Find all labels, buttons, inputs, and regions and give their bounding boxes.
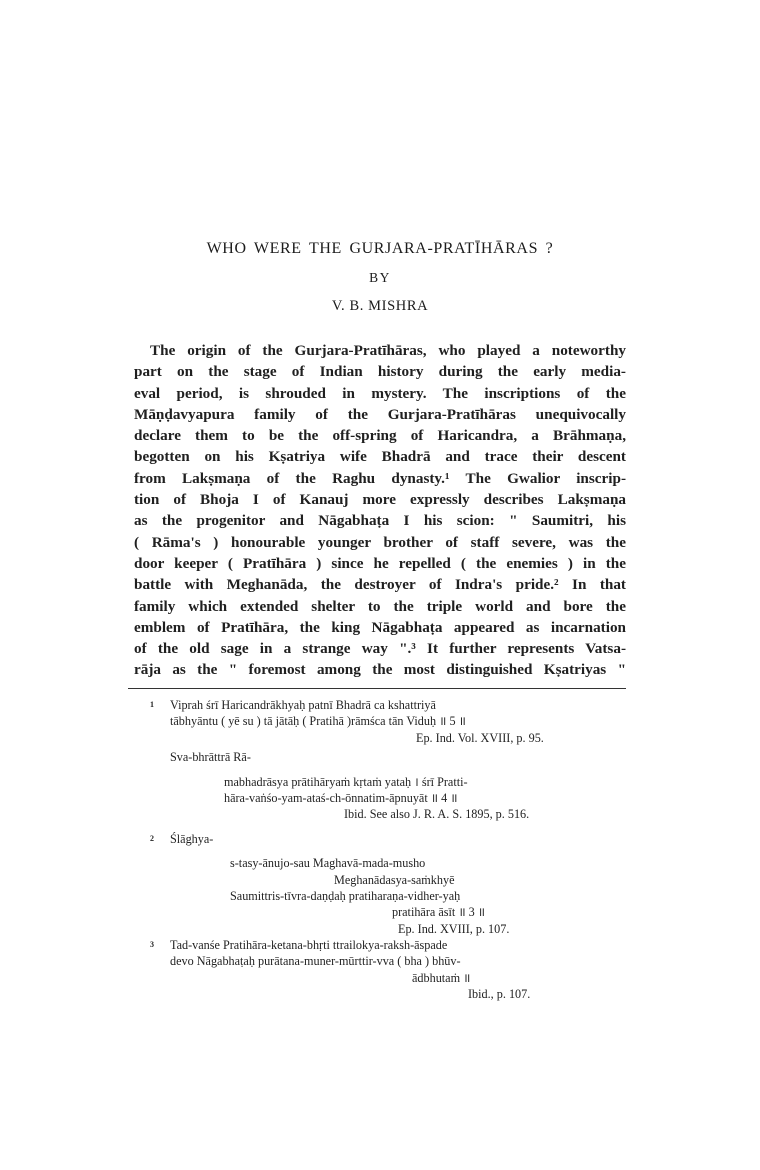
footnote-1-line: hāra-vaṅśo-yam-ataś-ch-ōnnatim-āpnuyāt ॥ 4 ॥	[224, 790, 458, 805]
footnote-1-line: mabhadrāsya prātihāryaṁ kṛtaṁ yataḥ । śrī Pratti-	[224, 774, 468, 789]
footnote-1-line	[150, 697, 620, 713]
footnote-marker: 1	[150, 700, 154, 709]
body-line: part on the stage of Indian history during the early media-	[134, 363, 626, 381]
body-line: door keeper ( Pratīhāra ) since he repelled ( the enemies ) in the	[134, 554, 626, 572]
footnotes	[150, 697, 620, 1003]
body-line: declare them to be the off-spring of Haricandra, a Brāhmaṇa,	[134, 427, 626, 445]
footnote-3-line	[150, 937, 620, 953]
body-line: of the old sage in a strange way ".³ It further represents Vatsa-	[134, 640, 626, 658]
footnote-3-line: ādbhutaṁ ॥	[412, 970, 471, 985]
body-line: rāja as the " foremost among the most distinguished Kṣatriyas "	[134, 661, 626, 679]
body-line: family which extended shelter to the triple world and bore the	[134, 597, 626, 615]
footnote-text: Viprah śrī Haricandrākhyaḥ patnī Bhadrā ca kshattriyā	[170, 698, 436, 712]
body-line: tion of Bhoja I of Kanauj more expressly describes Lakṣmaṇa	[134, 491, 626, 509]
body-line: Māṇḍavyapura family of the Gurjara-Pratīhāras unequivocally	[134, 405, 626, 423]
footnote-1-line: tābhyāntu ( yē su ) tā jātāḥ ( Pratihā )rāmśca tān Viduḥ ॥ 5 ॥	[170, 714, 466, 729]
footnote-1-reference: Ibid. See also J. R. A. S. 1895, p. 516.	[344, 807, 530, 822]
footnote-text: Ślāghya-	[170, 831, 214, 846]
footnote-1-reference: Ep. Ind. Vol. XVIII, p. 95.	[416, 730, 544, 745]
body-line: emblem of Pratīhāra, the king Nāgabhaṭa appeared as incarnation	[134, 618, 626, 636]
footnote-2-line: Saumittris-tīvra-daṇḍaḥ pratiharaṇa-vidher-yaḥ	[230, 888, 461, 903]
footnote-marker: 2	[150, 833, 154, 843]
body-paragraph	[134, 340, 626, 681]
body-line: eval period, is shrouded in mystery. The inscriptions of the	[134, 384, 626, 402]
body-line: from Lakṣmaṇa of the Raghu dynasty.¹ The Gwalior inscrip-	[134, 469, 626, 487]
footnote-2-line	[150, 831, 620, 847]
body-line: battle with Meghanāda, the destroyer of Indra's pride.² In that	[134, 576, 626, 594]
footnote-1-line: Sva-bhrāttrā Rā-	[170, 750, 251, 765]
footnote-3-line: devo Nāgabhaṭaḥ purātana-muner-mūrttir-vva ( bha ) bhūv-	[170, 954, 461, 969]
footnote-2-line: s-tasy-ānujo-sau Maghavā-mada-musho	[230, 856, 426, 871]
body-line: begotten on his Kṣatriya wife Bhadrā and trace their descent	[134, 448, 626, 466]
body-line: ( Rāma's ) honourable younger brother of staff severe, was the	[134, 533, 626, 551]
footnote-divider	[128, 688, 626, 689]
body-line: as the progenitor and Nāgabhaṭa I his scion: " Saumitri, his	[134, 512, 626, 530]
footnote-2-line: Meghanādasya-saṁkhyē	[334, 872, 455, 887]
footnote-2-reference: Ep. Ind. XVIII, p. 107.	[398, 921, 510, 936]
footnote-3-reference: Ibid., p. 107.	[468, 987, 531, 1002]
footnote-text: Tad-vanśe Pratihāra-ketana-bhṛti ttrailokya-raksh-āspade	[170, 938, 448, 953]
body-line: The origin of the Gurjara-Pratīhāras, who played a noteworthy	[150, 342, 626, 359]
footnote-2-line: pratihāra āsīt ॥ 3 ॥	[392, 905, 486, 920]
byline: BY	[369, 270, 391, 285]
footnote-marker: 3	[150, 940, 154, 950]
page-title: WHO WERE THE GURJARA-PRATĪHĀRAS ?	[206, 240, 554, 257]
author-name: V. B. MISHRA	[331, 298, 429, 314]
